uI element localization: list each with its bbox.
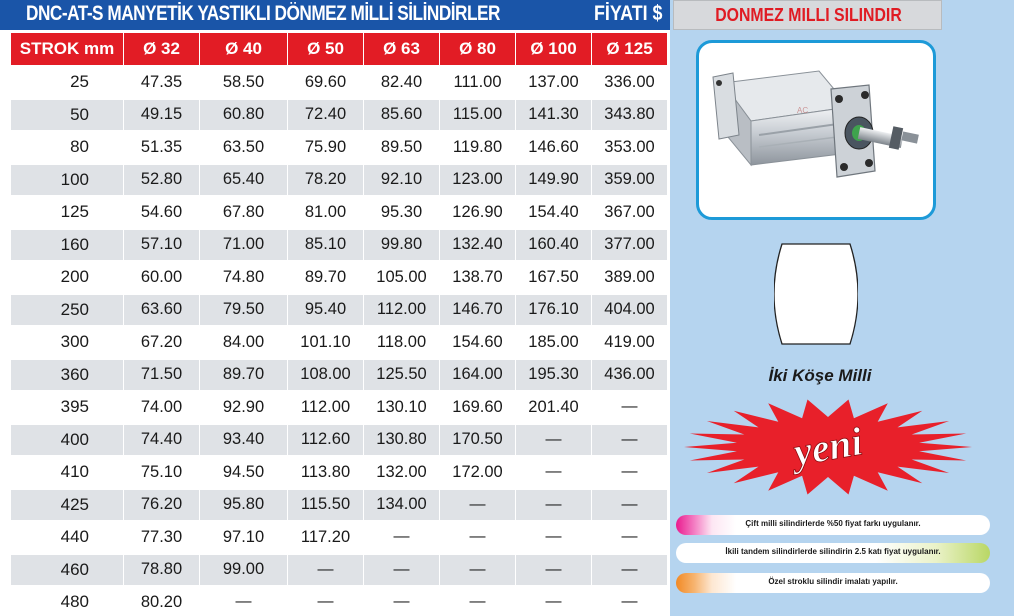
table-row (11, 587, 667, 616)
price-table (10, 31, 668, 616)
table-row (11, 457, 667, 488)
price-cell: — (592, 522, 667, 553)
price-cell: — (592, 587, 667, 616)
price-cell: 76.20 (124, 490, 199, 521)
price-cell: 130.10 (364, 392, 439, 423)
price-cell: 63.60 (124, 295, 199, 326)
price-cell: 101.10 (288, 327, 363, 358)
price-cell: — (516, 555, 591, 586)
price-cell: 60.80 (200, 100, 287, 131)
note-text: Çift milli silindirlerde %50 fiyat farkı uygulanır. (745, 519, 921, 528)
price-cell: 75.90 (288, 132, 363, 163)
table-row (11, 100, 667, 131)
price-cell: 112.60 (288, 425, 363, 456)
price-cell: 126.90 (440, 197, 515, 228)
price-cell: 71.50 (124, 360, 199, 391)
price-cell: 343.80 (592, 100, 667, 131)
price-cell: 167.50 (516, 262, 591, 293)
price-cell: 108.00 (288, 360, 363, 391)
price-cell: 80.20 (124, 587, 199, 616)
table-row (11, 360, 667, 391)
table-row (11, 425, 667, 456)
table-header-row (11, 33, 667, 65)
price-cell: 67.20 (124, 327, 199, 358)
new-starburst-badge (682, 398, 974, 496)
price-cell: 119.80 (440, 132, 515, 163)
table-body (11, 67, 667, 616)
column-header-diameter: Ø 125 (592, 33, 667, 65)
price-cell: 134.00 (364, 490, 439, 521)
product-image-frame (696, 40, 936, 220)
price-cell: 436.00 (592, 360, 667, 391)
stroke-cell: 50 (11, 100, 123, 131)
stroke-cell: 395 (11, 392, 123, 423)
stroke-cell: 460 (11, 555, 123, 586)
stroke-cell: 400 (11, 425, 123, 456)
price-cell: — (592, 490, 667, 521)
price-cell: 132.40 (440, 230, 515, 261)
column-header-diameter: Ø 40 (200, 33, 287, 65)
price-cell: — (516, 522, 591, 553)
table-row (11, 295, 667, 326)
price-cell: — (440, 522, 515, 553)
price-cell: — (516, 425, 591, 456)
price-cell: 404.00 (592, 295, 667, 326)
price-cell: 195.30 (516, 360, 591, 391)
table-row (11, 262, 667, 293)
stroke-cell: 80 (11, 132, 123, 163)
price-cell: 336.00 (592, 67, 667, 98)
price-cell: 78.20 (288, 165, 363, 196)
price-cell: 89.50 (364, 132, 439, 163)
price-cell: 77.30 (124, 522, 199, 553)
price-cell: 419.00 (592, 327, 667, 358)
stroke-cell: 425 (11, 490, 123, 521)
price-cell: 65.40 (200, 165, 287, 196)
price-cell: 78.80 (124, 555, 199, 586)
stroke-cell: 25 (11, 67, 123, 98)
price-cell: 89.70 (200, 360, 287, 391)
price-cell: 105.00 (364, 262, 439, 293)
price-cell: 82.40 (364, 67, 439, 98)
price-cell: 117.20 (288, 522, 363, 553)
price-cell: 115.50 (288, 490, 363, 521)
price-cell: 54.60 (124, 197, 199, 228)
column-header-diameter: Ø 80 (440, 33, 515, 65)
price-cell: 146.60 (516, 132, 591, 163)
price-cell: 57.10 (124, 230, 199, 261)
stroke-cell: 300 (11, 327, 123, 358)
table-row (11, 327, 667, 358)
price-cell: 359.00 (592, 165, 667, 196)
price-cell: 125.50 (364, 360, 439, 391)
stroke-cell: 440 (11, 522, 123, 553)
sidebar-title: DONMEZ MILLI SILINDIR (715, 5, 902, 25)
price-cell: 138.70 (440, 262, 515, 293)
price-cell: 52.80 (124, 165, 199, 196)
price-cell: 75.10 (124, 457, 199, 488)
price-cell: 176.10 (516, 295, 591, 326)
price-cell: 377.00 (592, 230, 667, 261)
price-cell: 72.40 (288, 100, 363, 131)
price-cell: — (364, 522, 439, 553)
price-cell: — (516, 457, 591, 488)
stroke-cell: 100 (11, 165, 123, 196)
price-cell: 149.90 (516, 165, 591, 196)
title-bar (0, 0, 670, 30)
price-cell: 95.40 (288, 295, 363, 326)
price-cell: 111.00 (440, 67, 515, 98)
note-double-rod (676, 515, 990, 535)
price-cell: 63.50 (200, 132, 287, 163)
price-cell: 71.00 (200, 230, 287, 261)
column-header-diameter: Ø 100 (516, 33, 591, 65)
price-cell: 164.00 (440, 360, 515, 391)
new-badge-text: yeni (790, 418, 866, 475)
svg-text:AC: AC (797, 106, 809, 115)
note-text: Özel stroklu silindir imalatı yapılır. (768, 577, 898, 586)
price-cell: 132.00 (364, 457, 439, 488)
price-cell: 141.30 (516, 100, 591, 131)
price-cell: — (440, 587, 515, 616)
price-cell: — (592, 425, 667, 456)
table-row (11, 197, 667, 228)
price-cell: 81.00 (288, 197, 363, 228)
price-cell: 94.50 (200, 457, 287, 488)
info-sidebar (670, 0, 1014, 616)
price-cell: — (592, 555, 667, 586)
price-cell: 113.80 (288, 457, 363, 488)
price-cell: 89.70 (288, 262, 363, 293)
price-cell: — (592, 457, 667, 488)
note-text: İkili tandem silindirlerde silindirin 2.5 katı fiyat uygulanır. (725, 547, 941, 556)
price-cell: 185.00 (516, 327, 591, 358)
price-cell: 97.10 (200, 522, 287, 553)
stroke-cell: 360 (11, 360, 123, 391)
price-cell: 118.00 (364, 327, 439, 358)
price-cell: — (516, 490, 591, 521)
price-cell: 84.00 (200, 327, 287, 358)
price-cell: 74.80 (200, 262, 287, 293)
price-cell: 172.00 (440, 457, 515, 488)
price-cell: — (364, 555, 439, 586)
price-cell: 154.60 (440, 327, 515, 358)
price-cell: 112.00 (288, 392, 363, 423)
price-cell: 67.80 (200, 197, 287, 228)
stroke-cell: 200 (11, 262, 123, 293)
table-row (11, 132, 667, 163)
price-cell: 154.40 (516, 197, 591, 228)
price-cell: 74.40 (124, 425, 199, 456)
price-cell: 137.00 (516, 67, 591, 98)
price-cell: 92.90 (200, 392, 287, 423)
rod-profile-icon (774, 240, 858, 348)
cylinder-illustration (699, 43, 933, 217)
price-cell: 79.50 (200, 295, 287, 326)
profile-label: İki Köşe Milli (768, 366, 872, 385)
price-cell: 85.10 (288, 230, 363, 261)
price-cell: 112.00 (364, 295, 439, 326)
price-cell: 60.00 (124, 262, 199, 293)
price-cell: — (516, 587, 591, 616)
price-cell: 85.60 (364, 100, 439, 131)
price-cell: 49.15 (124, 100, 199, 131)
sidebar-title-box (673, 0, 942, 30)
column-header-diameter: Ø 50 (288, 33, 363, 65)
price-cell: 170.50 (440, 425, 515, 456)
note-tandem (676, 543, 990, 563)
price-cell: 69.60 (288, 67, 363, 98)
price-cell: 99.80 (364, 230, 439, 261)
stroke-cell: 160 (11, 230, 123, 261)
price-cell: 115.00 (440, 100, 515, 131)
price-cell: 160.40 (516, 230, 591, 261)
page-title: DNC-AT-S MANYETİK YASTIKLI DÖNMEZ MİLLİ SİLİNDİRLER (26, 2, 500, 25)
table-row (11, 67, 667, 98)
price-cell: 130.80 (364, 425, 439, 456)
price-cell: — (364, 587, 439, 616)
price-cell: — (288, 555, 363, 586)
price-cell: 95.80 (200, 490, 287, 521)
table-row (11, 490, 667, 521)
price-cell: 47.35 (124, 67, 199, 98)
price-cell: — (440, 490, 515, 521)
table-row (11, 165, 667, 196)
table-row (11, 230, 667, 261)
price-cell: 201.40 (516, 392, 591, 423)
stroke-cell: 410 (11, 457, 123, 488)
price-cell: 389.00 (592, 262, 667, 293)
price-cell: 58.50 (200, 67, 287, 98)
price-label: FİYATI $ (594, 2, 663, 25)
stroke-cell: 250 (11, 295, 123, 326)
table-row (11, 392, 667, 423)
price-cell: 74.00 (124, 392, 199, 423)
price-cell: 95.30 (364, 197, 439, 228)
stroke-cell: 125 (11, 197, 123, 228)
stroke-cell: 480 (11, 587, 123, 616)
price-cell: 367.00 (592, 197, 667, 228)
price-cell: 51.35 (124, 132, 199, 163)
price-cell: — (200, 587, 287, 616)
price-cell: — (440, 555, 515, 586)
table-row (11, 555, 667, 586)
table-row (11, 522, 667, 553)
price-cell: 93.40 (200, 425, 287, 456)
price-cell: 353.00 (592, 132, 667, 163)
price-cell: 123.00 (440, 165, 515, 196)
column-header-diameter: Ø 63 (364, 33, 439, 65)
column-header-diameter: Ø 32 (124, 33, 199, 65)
note-custom-stroke (676, 573, 990, 593)
price-cell: 169.60 (440, 392, 515, 423)
price-cell: 99.00 (200, 555, 287, 586)
price-cell: 92.10 (364, 165, 439, 196)
price-cell: 146.70 (440, 295, 515, 326)
column-header-stroke: STROK mm (11, 33, 123, 65)
price-cell: — (288, 587, 363, 616)
price-cell: — (592, 392, 667, 423)
